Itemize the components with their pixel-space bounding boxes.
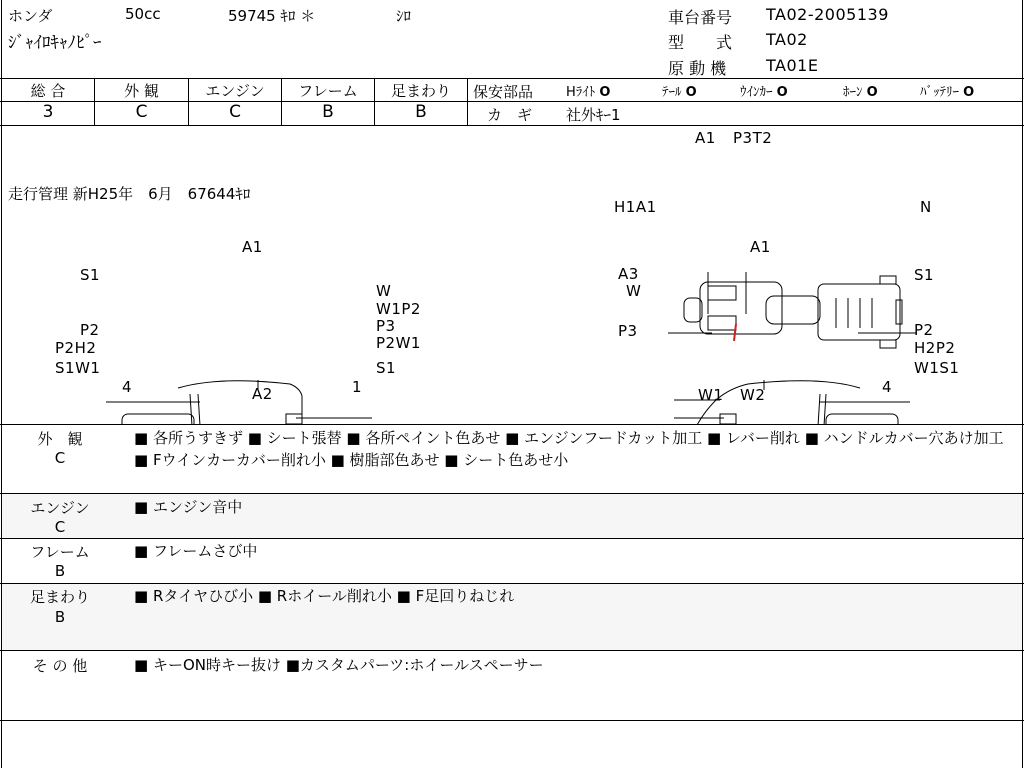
section-grade-exterior: C	[54, 449, 66, 467]
safety-item-battery: ﾊﾞｯﾃﾘｰ O	[920, 85, 975, 100]
diagram-label: H1A1	[614, 198, 657, 216]
engine-value: TA01E	[766, 56, 819, 75]
diagram-label: W1S1	[914, 359, 960, 377]
chassis-value: TA02-2005139	[766, 5, 889, 24]
section-text-other: ■ キーON時キー抜け ■カスタムパーツ:ホイールスペーサー	[134, 656, 544, 674]
safety-item-horn: ﾎｰﾝ O	[843, 85, 878, 100]
grade-header-frame: フレーム	[298, 82, 358, 100]
diagram-label: 4	[882, 378, 893, 396]
diagram-label: S1	[914, 266, 935, 284]
diagram-label: P2	[914, 321, 934, 339]
diagram-label: A1	[695, 129, 716, 147]
status-mark: O	[776, 85, 788, 100]
status-mark: O	[866, 85, 878, 100]
diagram-label: A1	[242, 238, 263, 256]
scooter-top-view	[684, 276, 902, 348]
diagram-label: H2P2	[914, 339, 956, 357]
diagram-label: P2W1	[376, 334, 421, 352]
diagram-label: A1	[750, 238, 771, 256]
type-label: 型 式	[668, 33, 733, 52]
diagram-label: W1P2	[376, 300, 421, 318]
safety-label: 保安部品	[473, 83, 534, 101]
diagram-label: 1	[352, 378, 363, 396]
key-label: カ ギ	[487, 106, 533, 124]
grade-header-suspension: 足まわり	[390, 82, 451, 100]
section-label-other: そ の 他	[32, 657, 88, 675]
maker: ホンダ	[8, 7, 53, 25]
diagram-label: A2	[252, 385, 273, 403]
diagram-label: N	[920, 198, 932, 216]
key-value: 社外ｷｰ1	[566, 106, 621, 124]
engine-label: 原 動 機	[668, 59, 727, 78]
diagram-label: S1	[80, 266, 101, 284]
grade-suspension: B	[415, 102, 427, 122]
diagram-label: P3	[376, 317, 396, 335]
right-view-leaders	[646, 380, 910, 424]
grade-header-engine: エンジン	[205, 82, 265, 100]
diagram-label: 4	[122, 378, 133, 396]
diagram-label: W	[626, 282, 642, 300]
safety-item-winker: ｳｲﾝｶｰ O	[740, 85, 788, 100]
grade-overall: 3	[42, 102, 54, 122]
grade-frame: B	[322, 102, 334, 122]
diagram-label: W	[376, 282, 392, 300]
grade-engine: C	[229, 102, 241, 122]
section-text-engine: ■ エンジン音中	[134, 498, 243, 516]
model-name: ｼﾞｬｲﾛｷｬﾉﾋﾟｰ	[8, 33, 102, 53]
grade-exterior: C	[135, 102, 148, 122]
section-text-exterior: ■ 各所うすきず ■ シート張替 ■ 各所ペイント色あせ ■ エンジンフードカット加工 ■ レバー削れ ■ ハンドルカバー穴あけ加工 ■ Fウインカーカバー削れ小 ■ 樹脂部色あせ ■ シート色あせ小	[134, 429, 1004, 469]
section-label-suspension: 足まわり	[29, 588, 90, 606]
scooter-diagram	[0, 126, 1024, 424]
section-grade-suspension: B	[54, 608, 66, 626]
status-mark: O	[685, 85, 697, 100]
section-text-suspension: ■ Rタイヤひび小 ■ Rホイール削れ小 ■ F足回りねじれ	[134, 587, 515, 605]
mileage-management: 走行管理 新H25年 6月 67644ｷﾛ	[8, 185, 251, 203]
diagram-label: P3	[618, 322, 638, 340]
diagram-label: W2	[740, 386, 766, 404]
section-label-exterior: 外 観	[37, 430, 83, 448]
left-view-leaders	[106, 380, 372, 424]
mileage: 59745 ｷﾛ ＊	[228, 7, 316, 25]
displacement: 50cc	[125, 5, 161, 23]
diagram-label: S1W1	[55, 359, 101, 377]
diagram-label: S1	[376, 359, 397, 377]
diagram-label: P2	[80, 321, 100, 339]
diagram-label: W1	[698, 386, 724, 404]
section-label-engine: エンジン	[30, 499, 90, 517]
diagram-label: A3	[618, 265, 639, 283]
type-value: TA02	[766, 30, 808, 49]
section-grade-engine: C	[54, 518, 66, 536]
safety-item-headlight: Hﾗｲﾄ O	[566, 85, 611, 100]
status-mark: O	[963, 85, 975, 100]
chassis-label: 車台番号	[668, 8, 733, 27]
damage-mark	[734, 324, 736, 341]
grade-header-exterior: 外 観	[124, 82, 159, 100]
safety-item-tail: ﾃｰﾙ O	[662, 85, 697, 100]
section-label-frame: フレーム	[30, 543, 90, 561]
grade-header-overall: 総 合	[30, 82, 66, 100]
section-grade-frame: B	[54, 562, 66, 580]
color: ｼﾛ	[396, 7, 412, 25]
diagram-label: P3T2	[733, 129, 773, 147]
status-mark: O	[599, 85, 611, 100]
diagram-label: P2H2	[55, 339, 97, 357]
section-text-frame: ■ フレームさび中	[134, 542, 258, 560]
